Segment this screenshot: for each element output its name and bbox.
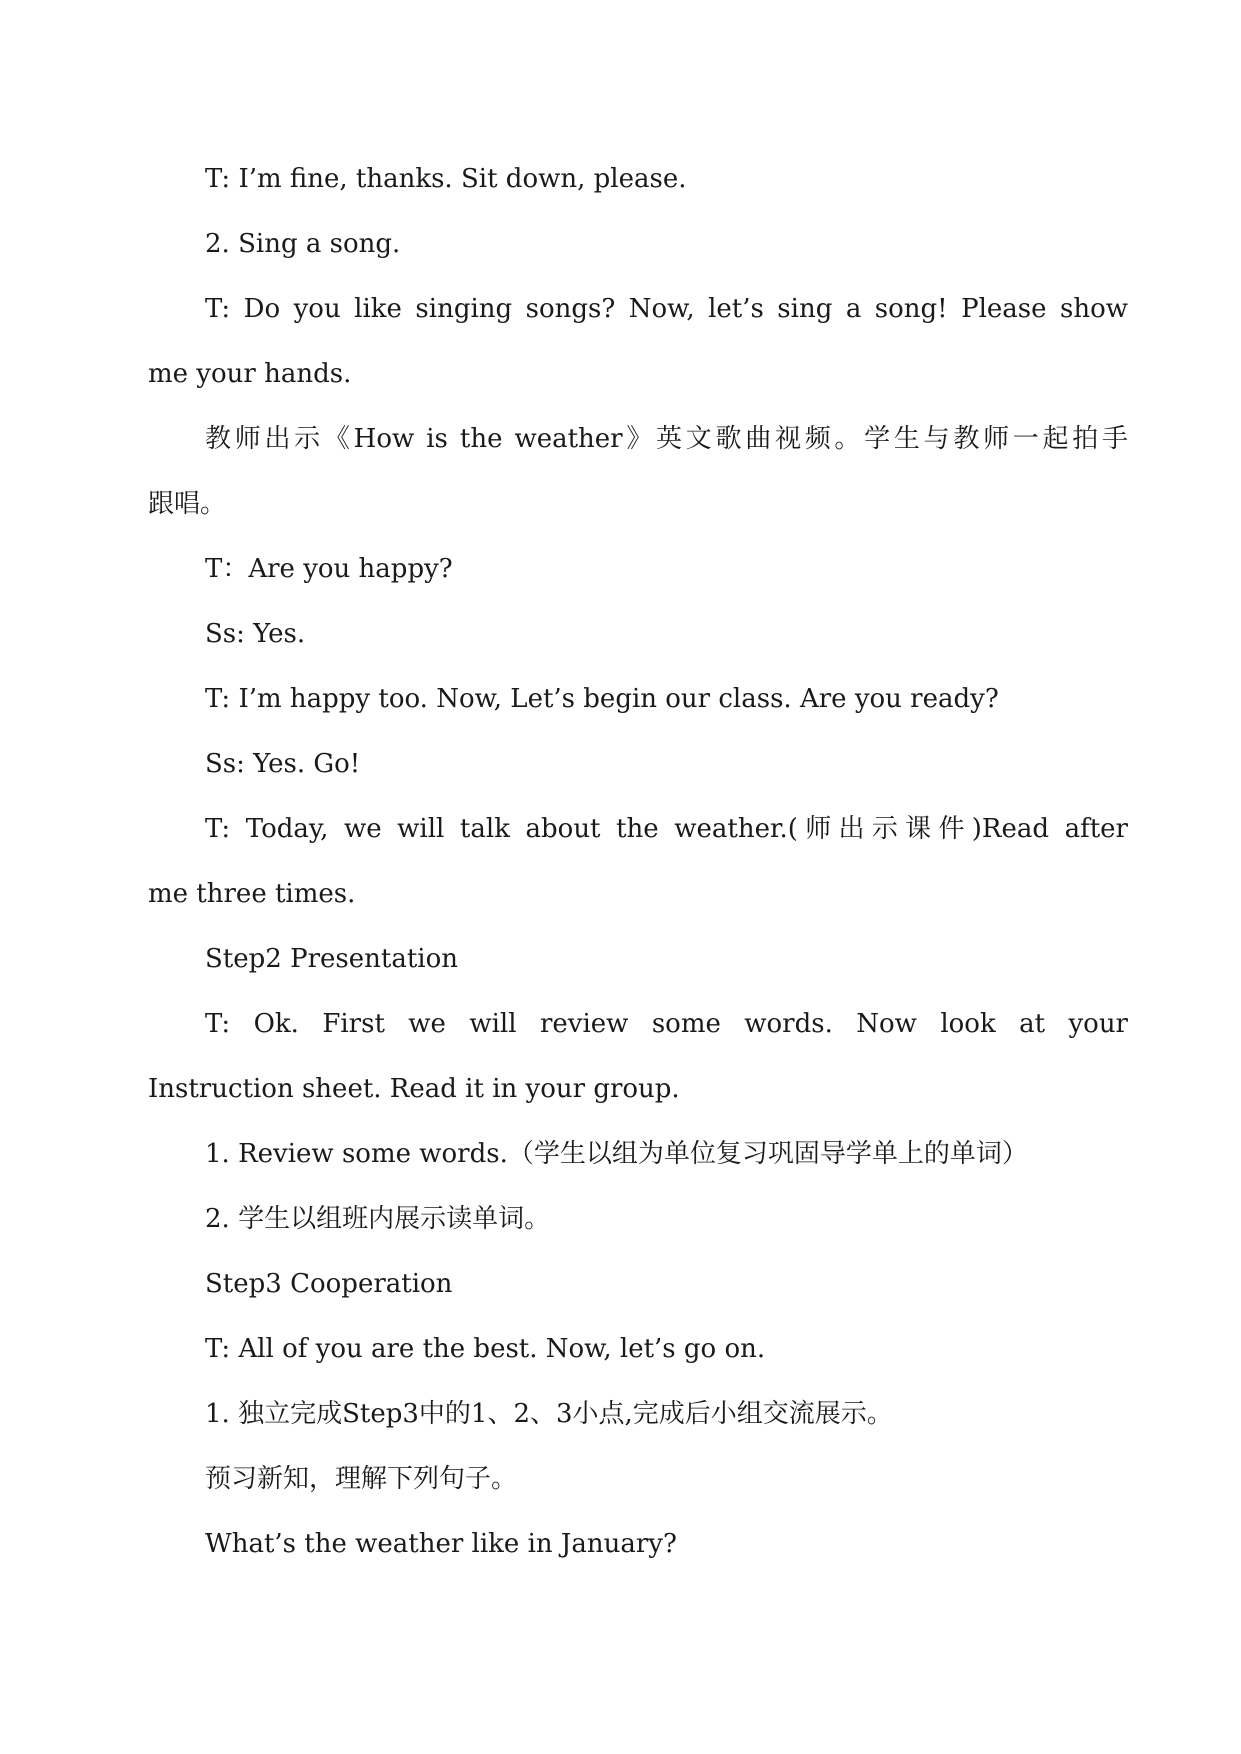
paragraph-line-continuation: 跟唱。 <box>148 489 227 519</box>
dialogue-line: T: All of you are the best. Now, let’s go on. <box>205 1334 766 1364</box>
dialogue-line-continuation: me three times. <box>148 879 356 909</box>
document-body <box>148 147 1128 1577</box>
list-item: 2. Sing a song. <box>205 229 401 259</box>
example-sentence: What’s the weather like in January? <box>205 1529 677 1559</box>
dialogue-line: T: Today, we will talk about the weather.(师出示课件)Read after <box>205 814 1128 844</box>
list-item: 2. 学生以组班内展示读单词。 <box>205 1204 551 1234</box>
section-heading: Step2 Presentation <box>205 944 458 974</box>
dialogue-line: T: Do you like singing songs? Now, let’s sing a song! Please show <box>205 294 1128 324</box>
paragraph-line: 教师出示《How is the weather》英文歌曲视频。学生与教师一起拍手 <box>205 424 1128 454</box>
paragraph-line: 预习新知，理解下列句子。 <box>205 1464 518 1494</box>
dialogue-line-continuation: Instruction sheet. Read it in your group. <box>148 1074 680 1104</box>
dialogue-line-continuation: me your hands. <box>148 359 352 389</box>
dialogue-line: T: Ok. First we will review some words. Now look at your <box>205 1009 1128 1039</box>
dialogue-line: T：Are you happy? <box>205 554 453 584</box>
dialogue-line: T: I’m happy too. Now, Let’s begin our class. Are you ready? <box>205 684 999 714</box>
list-item: 1. 独立完成Step3中的1、2、3小点,完成后小组交流展示。 <box>205 1399 893 1429</box>
section-heading: Step3 Cooperation <box>205 1269 453 1299</box>
dialogue-line: Ss: Yes. Go! <box>205 749 361 779</box>
dialogue-line: T: I’m fine, thanks. Sit down, please. <box>205 164 687 194</box>
dialogue-line: Ss: Yes. <box>205 619 306 649</box>
list-item: 1. Review some words.（学生以组为单位复习巩固导学单上的单词） <box>205 1139 1028 1169</box>
